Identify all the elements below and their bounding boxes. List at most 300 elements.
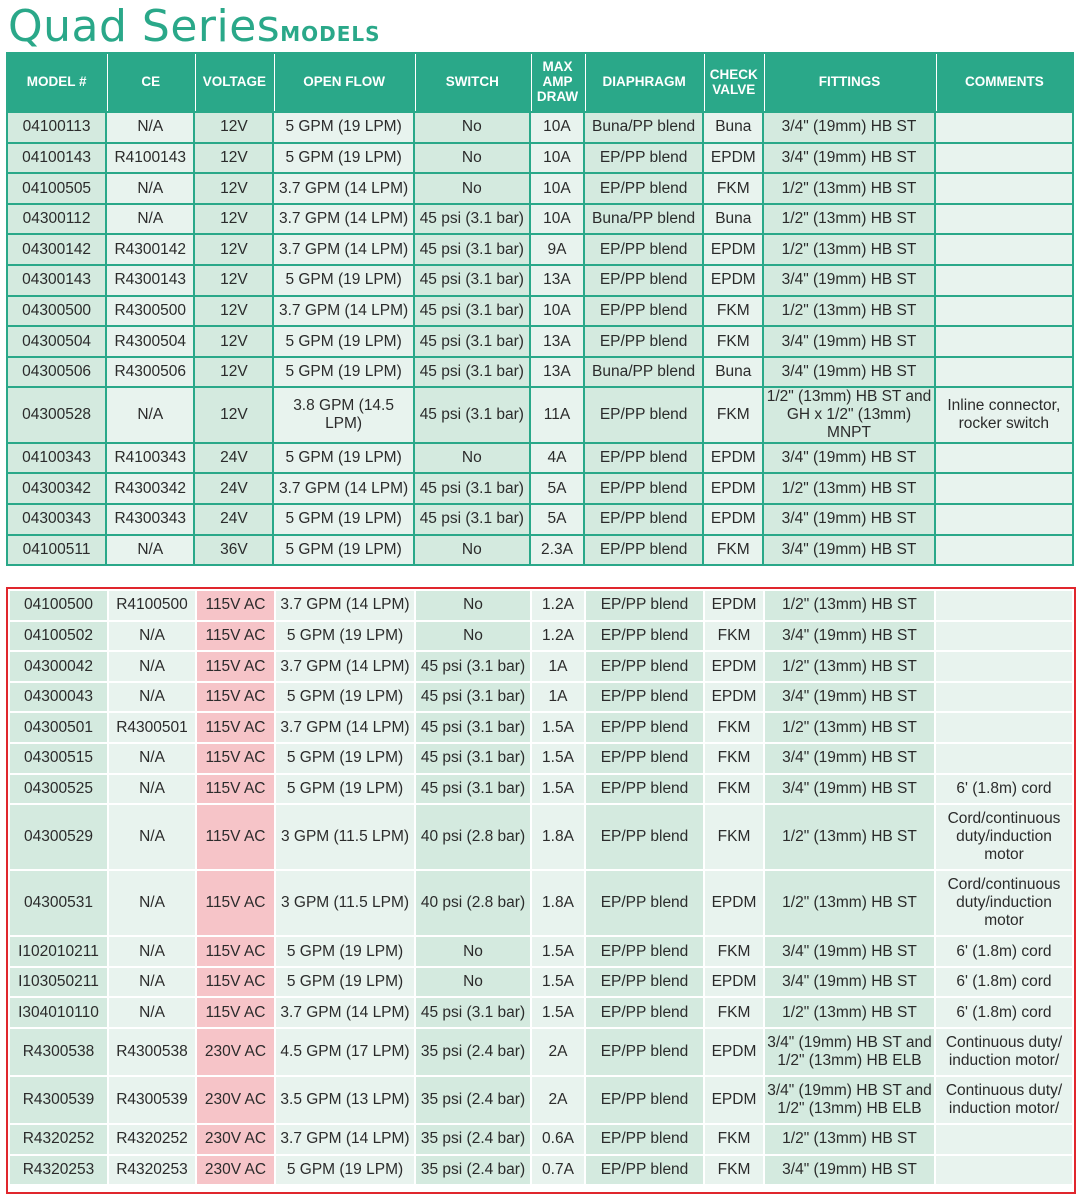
cell-fittings: 1/2" (13mm) HB ST: [764, 174, 933, 203]
cell-diaphragm: EP/PP blend: [585, 388, 702, 441]
cell-check-valve: EPDM: [704, 266, 762, 295]
cell-ce: N/A: [109, 937, 195, 966]
cell-fittings: 3/4" (19mm) HB ST: [764, 327, 933, 356]
cell-comments: Continuous duty/ induction motor/: [936, 1077, 1072, 1123]
cell-model: 04300531: [10, 871, 107, 935]
cell-open-flow: 3.7 GPM (14 LPM): [274, 205, 412, 234]
table-row: [8, 235, 1072, 264]
cell-switch: 45 psi (3.1 bar): [415, 266, 529, 295]
cell-switch: 45 psi (3.1 bar): [415, 505, 529, 534]
cell-diaphragm: EP/PP blend: [585, 327, 702, 356]
header-fittings: FITTINGS: [764, 54, 933, 111]
cell-switch: No: [415, 113, 529, 142]
cell-fittings: 3/4" (19mm) HB ST: [765, 683, 934, 712]
cell-open-flow: 3.7 GPM (14 LPM): [276, 1125, 414, 1154]
table-row: [10, 683, 1072, 712]
cell-fittings: 1/2" (13mm) HB ST: [765, 652, 934, 681]
cell-voltage: 115V AC: [197, 683, 274, 712]
cell-max-amp-draw: 2A: [532, 1029, 584, 1075]
cell-open-flow: 3.7 GPM (14 LPM): [276, 591, 414, 620]
cell-model: 04100113: [8, 113, 105, 142]
cell-comments: Cord/continuous duty/induction motor: [936, 871, 1072, 935]
header-voltage: VOLTAGE: [195, 54, 272, 111]
cell-comments: Inline connector, rocker switch: [936, 388, 1072, 441]
cell-max-amp-draw: 1.5A: [532, 713, 584, 742]
cell-voltage: 12V: [195, 266, 272, 295]
cell-model: I103050211: [10, 968, 107, 997]
cell-max-amp-draw: 0.7A: [532, 1156, 584, 1185]
cell-switch: No: [416, 937, 530, 966]
ac-models-highlight-box: [6, 587, 1076, 1194]
cell-voltage: 12V: [195, 297, 272, 326]
cell-check-valve: EPDM: [705, 652, 763, 681]
cell-ce: R4100143: [107, 144, 193, 173]
table-row: [10, 1125, 1072, 1154]
table-row: [10, 744, 1072, 773]
cell-open-flow: 5 GPM (19 LPM): [274, 536, 412, 565]
cell-ce: R4320252: [109, 1125, 195, 1154]
cell-switch: 35 psi (2.4 bar): [416, 1029, 530, 1075]
cell-check-valve: FKM: [705, 998, 763, 1027]
cell-ce: N/A: [107, 113, 193, 142]
cell-comments: [936, 266, 1072, 295]
cell-comments: [936, 235, 1072, 264]
cell-comments: [936, 713, 1072, 742]
cell-ce: R4100500: [109, 591, 195, 620]
cell-fittings: 3/4" (19mm) HB ST: [764, 536, 933, 565]
cell-voltage: 115V AC: [197, 622, 274, 651]
cell-max-amp-draw: 13A: [531, 358, 583, 387]
cell-diaphragm: EP/PP blend: [586, 683, 703, 712]
cell-voltage: 115V AC: [197, 652, 274, 681]
cell-open-flow: 3 GPM (11.5 LPM): [276, 871, 414, 935]
cell-switch: 45 psi (3.1 bar): [415, 235, 529, 264]
cell-switch: 45 psi (3.1 bar): [415, 358, 529, 387]
cell-voltage: 12V: [195, 327, 272, 356]
cell-fittings: 1/2" (13mm) HB ST: [765, 1125, 934, 1154]
cell-voltage: 115V AC: [197, 775, 274, 804]
table-row: [10, 775, 1072, 804]
cell-model: 04300043: [10, 683, 107, 712]
cell-check-valve: EPDM: [704, 235, 762, 264]
cell-voltage: 12V: [195, 174, 272, 203]
cell-comments: [936, 113, 1072, 142]
cell-diaphragm: EP/PP blend: [586, 805, 703, 869]
cell-diaphragm: EP/PP blend: [585, 297, 702, 326]
header-switch: SWITCH: [415, 54, 529, 111]
cell-check-valve: FKM: [705, 937, 763, 966]
cell-open-flow: 3.7 GPM (14 LPM): [276, 652, 414, 681]
cell-model: 04300500: [8, 297, 105, 326]
cell-check-valve: FKM: [705, 622, 763, 651]
cell-voltage: 12V: [195, 113, 272, 142]
cell-voltage: 115V AC: [197, 805, 274, 869]
table-row: [8, 205, 1072, 234]
cell-open-flow: 5 GPM (19 LPM): [274, 444, 412, 473]
table-row: [10, 998, 1072, 1027]
title-main: Quad Series: [8, 1, 281, 52]
cell-diaphragm: EP/PP blend: [586, 998, 703, 1027]
table-row: [8, 113, 1072, 142]
cell-diaphragm: EP/PP blend: [586, 622, 703, 651]
cell-max-amp-draw: 5A: [531, 474, 583, 503]
cell-max-amp-draw: 1.5A: [532, 937, 584, 966]
cell-voltage: 12V: [195, 144, 272, 173]
cell-switch: No: [416, 968, 530, 997]
table-row: [8, 266, 1072, 295]
cell-ce: N/A: [109, 871, 195, 935]
cell-check-valve: EPDM: [705, 1029, 763, 1075]
cell-switch: 45 psi (3.1 bar): [415, 297, 529, 326]
cell-open-flow: 3.7 GPM (14 LPM): [276, 713, 414, 742]
cell-comments: [936, 536, 1072, 565]
cell-max-amp-draw: 5A: [531, 505, 583, 534]
dc-table-body: [8, 113, 1072, 564]
cell-voltage: 115V AC: [197, 591, 274, 620]
cell-open-flow: 5 GPM (19 LPM): [274, 327, 412, 356]
cell-fittings: 3/4" (19mm) HB ST: [765, 775, 934, 804]
cell-open-flow: 5 GPM (19 LPM): [276, 968, 414, 997]
cell-diaphragm: EP/PP blend: [585, 235, 702, 264]
cell-max-amp-draw: 13A: [531, 327, 583, 356]
cell-model: 04300142: [8, 235, 105, 264]
table-row: [10, 805, 1072, 869]
cell-voltage: 12V: [195, 205, 272, 234]
cell-ce: N/A: [109, 775, 195, 804]
cell-voltage: 230V AC: [197, 1156, 274, 1185]
cell-max-amp-draw: 1.2A: [532, 591, 584, 620]
cell-model: 04100505: [8, 174, 105, 203]
cell-ce: R4300506: [107, 358, 193, 387]
cell-model: 04300343: [8, 505, 105, 534]
cell-switch: 45 psi (3.1 bar): [416, 652, 530, 681]
cell-fittings: 3/4" (19mm) HB ST: [765, 622, 934, 651]
cell-comments: 6' (1.8m) cord: [936, 968, 1072, 997]
cell-model: I102010211: [10, 937, 107, 966]
cell-ce: N/A: [109, 683, 195, 712]
cell-comments: [936, 1125, 1072, 1154]
cell-switch: No: [416, 622, 530, 651]
cell-model: 04300042: [10, 652, 107, 681]
cell-check-valve: FKM: [705, 805, 763, 869]
cell-ce: N/A: [109, 652, 195, 681]
cell-switch: 45 psi (3.1 bar): [415, 388, 529, 441]
cell-diaphragm: EP/PP blend: [586, 1077, 703, 1123]
cell-fittings: 1/2" (13mm) HB ST: [765, 805, 934, 869]
cell-switch: 45 psi (3.1 bar): [416, 744, 530, 773]
cell-diaphragm: Buna/PP blend: [585, 358, 702, 387]
cell-max-amp-draw: 1.5A: [532, 998, 584, 1027]
cell-ce: R4100343: [107, 444, 193, 473]
cell-fittings: 3/4" (19mm) HB ST: [764, 266, 933, 295]
cell-model: 04100143: [8, 144, 105, 173]
cell-voltage: 115V AC: [197, 713, 274, 742]
cell-fittings: 3/4" (19mm) HB ST and 1/2" (13mm) HB ELB: [765, 1077, 934, 1123]
cell-voltage: 36V: [195, 536, 272, 565]
table-row: [8, 174, 1072, 203]
cell-model: R4320253: [10, 1156, 107, 1185]
cell-diaphragm: EP/PP blend: [586, 968, 703, 997]
cell-comments: [936, 174, 1072, 203]
cell-model: R4300538: [10, 1029, 107, 1075]
cell-max-amp-draw: 1A: [532, 652, 584, 681]
cell-ce: R4300143: [107, 266, 193, 295]
cell-max-amp-draw: 4A: [531, 444, 583, 473]
cell-switch: 45 psi (3.1 bar): [415, 474, 529, 503]
cell-switch: No: [416, 591, 530, 620]
cell-voltage: 115V AC: [197, 998, 274, 1027]
cell-diaphragm: EP/PP blend: [585, 266, 702, 295]
table-row: [8, 444, 1072, 473]
cell-ce: N/A: [107, 536, 193, 565]
cell-fittings: 3/4" (19mm) HB ST: [764, 444, 933, 473]
cell-model: 04300528: [8, 388, 105, 441]
cell-ce: R4300500: [107, 297, 193, 326]
cell-ce: N/A: [109, 622, 195, 651]
cell-ce: N/A: [107, 205, 193, 234]
cell-diaphragm: EP/PP blend: [586, 871, 703, 935]
cell-ce: N/A: [107, 388, 193, 441]
cell-open-flow: 5 GPM (19 LPM): [274, 505, 412, 534]
cell-comments: [936, 474, 1072, 503]
cell-ce: R4300343: [107, 505, 193, 534]
cell-open-flow: 5 GPM (19 LPM): [276, 937, 414, 966]
cell-check-valve: FKM: [704, 174, 762, 203]
cell-switch: 45 psi (3.1 bar): [415, 327, 529, 356]
cell-check-valve: FKM: [705, 744, 763, 773]
table-row: [10, 1156, 1072, 1185]
cell-comments: [936, 327, 1072, 356]
cell-switch: 45 psi (3.1 bar): [416, 775, 530, 804]
cell-fittings: 3/4" (19mm) HB ST: [765, 1156, 934, 1185]
cell-model: 04100343: [8, 444, 105, 473]
cell-diaphragm: EP/PP blend: [585, 474, 702, 503]
cell-open-flow: 5 GPM (19 LPM): [274, 144, 412, 173]
table-row: [10, 652, 1072, 681]
cell-diaphragm: EP/PP blend: [586, 937, 703, 966]
cell-diaphragm: Buna/PP blend: [585, 205, 702, 234]
cell-model: I304010110: [10, 998, 107, 1027]
cell-comments: [936, 744, 1072, 773]
cell-ce: R4300501: [109, 713, 195, 742]
cell-open-flow: 5 GPM (19 LPM): [274, 113, 412, 142]
cell-voltage: 12V: [195, 358, 272, 387]
cell-diaphragm: Buna/PP blend: [585, 113, 702, 142]
cell-voltage: 12V: [195, 388, 272, 441]
cell-model: 04300112: [8, 205, 105, 234]
cell-comments: [936, 297, 1072, 326]
cell-fittings: 1/2" (13mm) HB ST: [765, 998, 934, 1027]
cell-voltage: 115V AC: [197, 937, 274, 966]
cell-diaphragm: EP/PP blend: [585, 174, 702, 203]
cell-diaphragm: EP/PP blend: [586, 1125, 703, 1154]
cell-comments: [936, 505, 1072, 534]
cell-ce: N/A: [107, 174, 193, 203]
header-open-flow: OPEN FLOW: [274, 54, 412, 111]
cell-voltage: 12V: [195, 235, 272, 264]
cell-switch: 35 psi (2.4 bar): [416, 1156, 530, 1185]
cell-fittings: 3/4" (19mm) HB ST: [765, 744, 934, 773]
cell-comments: [936, 1156, 1072, 1185]
table-row: [10, 937, 1072, 966]
table-row: [8, 327, 1072, 356]
cell-max-amp-draw: 1.5A: [532, 968, 584, 997]
cell-switch: No: [415, 444, 529, 473]
cell-check-valve: EPDM: [704, 144, 762, 173]
cell-diaphragm: EP/PP blend: [586, 1156, 703, 1185]
cell-fittings: 3/4" (19mm) HB ST: [764, 113, 933, 142]
cell-max-amp-draw: 10A: [531, 113, 583, 142]
cell-open-flow: 3 GPM (11.5 LPM): [276, 805, 414, 869]
cell-model: 04300504: [8, 327, 105, 356]
cell-open-flow: 3.7 GPM (14 LPM): [274, 297, 412, 326]
cell-diaphragm: EP/PP blend: [585, 144, 702, 173]
cell-max-amp-draw: 1.5A: [532, 744, 584, 773]
table-row: [8, 144, 1072, 173]
cell-max-amp-draw: 2A: [532, 1077, 584, 1123]
cell-max-amp-draw: 1A: [532, 683, 584, 712]
table-header-row: [8, 54, 1072, 111]
cell-open-flow: 4.5 GPM (17 LPM): [276, 1029, 414, 1075]
cell-check-valve: FKM: [704, 297, 762, 326]
cell-model: 04300515: [10, 744, 107, 773]
cell-ce: N/A: [109, 998, 195, 1027]
cell-check-valve: EPDM: [705, 968, 763, 997]
cell-ce: R4300504: [107, 327, 193, 356]
cell-check-valve: FKM: [704, 327, 762, 356]
cell-comments: 6' (1.8m) cord: [936, 775, 1072, 804]
cell-ce: R4300342: [107, 474, 193, 503]
cell-voltage: 115V AC: [197, 968, 274, 997]
cell-fittings: 3/4" (19mm) HB ST: [764, 358, 933, 387]
cell-comments: 6' (1.8m) cord: [936, 937, 1072, 966]
cell-voltage: 230V AC: [197, 1029, 274, 1075]
cell-check-valve: EPDM: [705, 683, 763, 712]
cell-comments: [936, 622, 1072, 651]
cell-max-amp-draw: 11A: [531, 388, 583, 441]
cell-fittings: 1/2" (13mm) HB ST: [765, 713, 934, 742]
cell-model: 04300501: [10, 713, 107, 742]
cell-diaphragm: EP/PP blend: [585, 505, 702, 534]
cell-fittings: 3/4" (19mm) HB ST: [764, 505, 933, 534]
ac-table-body: [10, 591, 1072, 1184]
cell-comments: [936, 591, 1072, 620]
cell-model: R4300539: [10, 1077, 107, 1123]
cell-diaphragm: EP/PP blend: [586, 744, 703, 773]
cell-ce: R4300142: [107, 235, 193, 264]
cell-max-amp-draw: 1.8A: [532, 805, 584, 869]
cell-model: 04300342: [8, 474, 105, 503]
cell-check-valve: EPDM: [705, 1077, 763, 1123]
cell-max-amp-draw: 1.5A: [532, 775, 584, 804]
cell-fittings: 1/2" (13mm) HB ST: [764, 205, 933, 234]
cell-diaphragm: EP/PP blend: [586, 591, 703, 620]
cell-ce: N/A: [109, 744, 195, 773]
page-title: [8, 2, 381, 52]
cell-switch: 40 psi (2.8 bar): [416, 871, 530, 935]
cell-diaphragm: EP/PP blend: [586, 713, 703, 742]
cell-comments: 6' (1.8m) cord: [936, 998, 1072, 1027]
header-max-amp-draw: MAX AMP DRAW: [531, 54, 583, 111]
cell-fittings: 1/2" (13mm) HB ST and GH x 1/2" (13mm) MNPT: [764, 388, 933, 441]
dc-models-table: [6, 52, 1074, 566]
cell-open-flow: 3.7 GPM (14 LPM): [274, 474, 412, 503]
cell-open-flow: 3.7 GPM (14 LPM): [274, 235, 412, 264]
cell-switch: 45 psi (3.1 bar): [415, 205, 529, 234]
cell-open-flow: 5 GPM (19 LPM): [274, 266, 412, 295]
table-row: [10, 1029, 1072, 1075]
cell-fittings: 3/4" (19mm) HB ST: [765, 937, 934, 966]
cell-voltage: 230V AC: [197, 1125, 274, 1154]
cell-comments: [936, 652, 1072, 681]
cell-ce: N/A: [109, 805, 195, 869]
cell-switch: No: [415, 536, 529, 565]
cell-open-flow: 3.7 GPM (14 LPM): [276, 998, 414, 1027]
cell-model: 04300525: [10, 775, 107, 804]
cell-voltage: 24V: [195, 474, 272, 503]
header-ce: CE: [107, 54, 193, 111]
table-row: [8, 474, 1072, 503]
cell-check-valve: FKM: [705, 1156, 763, 1185]
cell-check-valve: FKM: [705, 1125, 763, 1154]
cell-check-valve: FKM: [704, 536, 762, 565]
cell-open-flow: 5 GPM (19 LPM): [276, 622, 414, 651]
cell-comments: [936, 358, 1072, 387]
cell-voltage: 230V AC: [197, 1077, 274, 1123]
cell-comments: [936, 144, 1072, 173]
cell-check-valve: Buna: [704, 113, 762, 142]
cell-max-amp-draw: 9A: [531, 235, 583, 264]
cell-max-amp-draw: 0.6A: [532, 1125, 584, 1154]
cell-open-flow: 5 GPM (19 LPM): [276, 1156, 414, 1185]
cell-voltage: 115V AC: [197, 744, 274, 773]
header-check-valve: CHECK VALVE: [704, 54, 762, 111]
cell-comments: Continuous duty/ induction motor/: [936, 1029, 1072, 1075]
table-row: [10, 1077, 1072, 1123]
cell-model: 04300529: [10, 805, 107, 869]
header-comments: COMMENTS: [936, 54, 1072, 111]
cell-fittings: 3/4" (19mm) HB ST: [764, 144, 933, 173]
cell-switch: No: [415, 144, 529, 173]
cell-switch: 45 psi (3.1 bar): [416, 713, 530, 742]
cell-comments: [936, 683, 1072, 712]
cell-model: 04100511: [8, 536, 105, 565]
cell-max-amp-draw: 10A: [531, 174, 583, 203]
cell-switch: 35 psi (2.4 bar): [416, 1077, 530, 1123]
cell-voltage: 115V AC: [197, 871, 274, 935]
cell-model: 04100500: [10, 591, 107, 620]
cell-max-amp-draw: 2.3A: [531, 536, 583, 565]
cell-max-amp-draw: 1.2A: [532, 622, 584, 651]
cell-check-valve: FKM: [705, 713, 763, 742]
cell-fittings: 3/4" (19mm) HB ST: [765, 968, 934, 997]
cell-diaphragm: EP/PP blend: [586, 1029, 703, 1075]
table-row: [10, 871, 1072, 935]
cell-open-flow: 5 GPM (19 LPM): [276, 744, 414, 773]
cell-open-flow: 3.7 GPM (14 LPM): [274, 174, 412, 203]
cell-max-amp-draw: 13A: [531, 266, 583, 295]
cell-comments: [936, 444, 1072, 473]
cell-check-valve: FKM: [704, 388, 762, 441]
header-model: MODEL #: [8, 54, 105, 111]
cell-ce: N/A: [109, 968, 195, 997]
cell-diaphragm: EP/PP blend: [585, 444, 702, 473]
cell-fittings: 3/4" (19mm) HB ST and 1/2" (13mm) HB ELB: [765, 1029, 934, 1075]
cell-check-valve: EPDM: [704, 505, 762, 534]
cell-max-amp-draw: 10A: [531, 297, 583, 326]
cell-max-amp-draw: 10A: [531, 205, 583, 234]
cell-switch: 45 psi (3.1 bar): [416, 998, 530, 1027]
